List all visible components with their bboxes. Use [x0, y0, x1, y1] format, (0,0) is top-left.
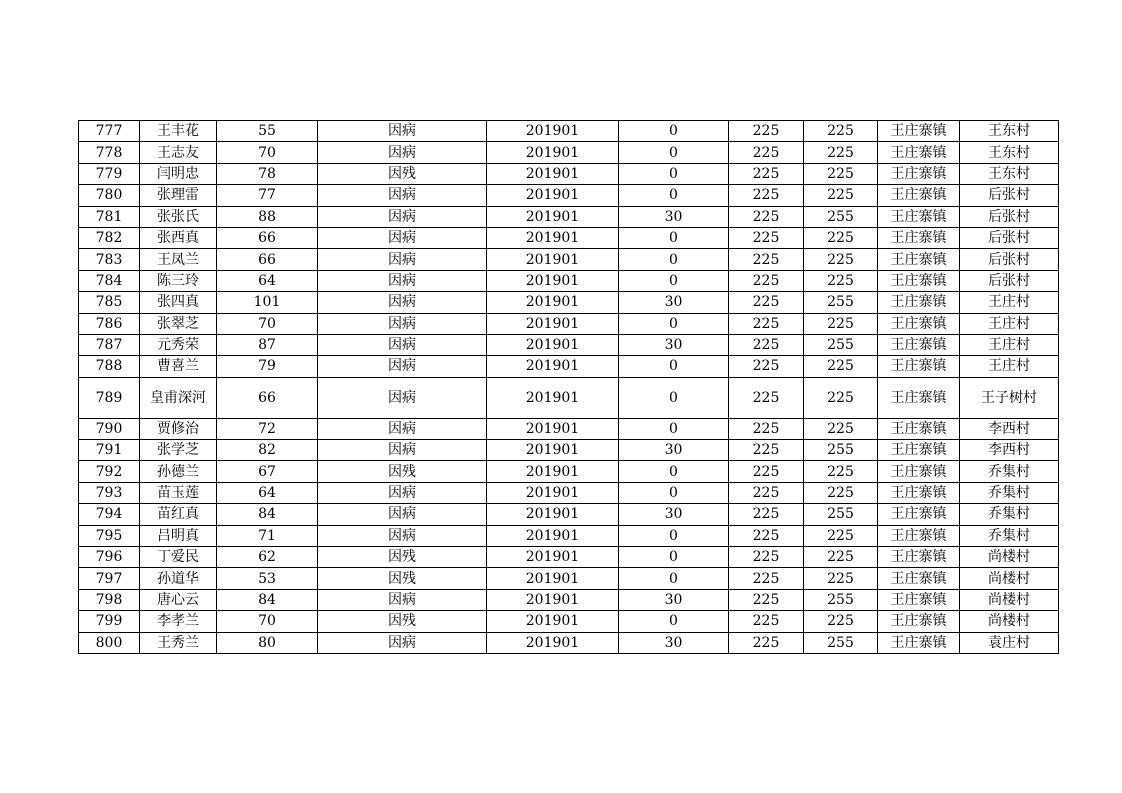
- cell-seq: 793: [79, 482, 140, 503]
- table-row: [79, 632, 1059, 653]
- cell-base: 225: [729, 334, 804, 355]
- cell-extra: 0: [619, 547, 729, 568]
- cell-extra: 0: [619, 163, 729, 184]
- cell-town: 王庄寨镇: [878, 589, 960, 610]
- cell-name: 张学芝: [140, 440, 217, 461]
- cell-reason: 因病: [318, 313, 487, 334]
- cell-age: 87: [217, 334, 318, 355]
- cell-town: 王庄寨镇: [878, 206, 960, 227]
- cell-total: 255: [804, 440, 878, 461]
- cell-age: 77: [217, 185, 318, 206]
- cell-start-month: 201901: [487, 249, 619, 270]
- cell-seq: 797: [79, 568, 140, 589]
- cell-seq: 783: [79, 249, 140, 270]
- cell-village: 尚楼村: [960, 568, 1059, 589]
- cell-start-month: 201901: [487, 227, 619, 248]
- cell-reason: 因病: [318, 632, 487, 653]
- cell-base: 225: [729, 589, 804, 610]
- cell-start-month: 201901: [487, 121, 619, 142]
- table-row: [79, 482, 1059, 503]
- cell-start-month: 201901: [487, 313, 619, 334]
- cell-age: 84: [217, 589, 318, 610]
- cell-age: 53: [217, 568, 318, 589]
- cell-age: 88: [217, 206, 318, 227]
- cell-base: 225: [729, 547, 804, 568]
- cell-town: 王庄寨镇: [878, 482, 960, 503]
- cell-name: 张翠芝: [140, 313, 217, 334]
- cell-extra: 0: [619, 377, 729, 418]
- cell-total: 225: [804, 356, 878, 377]
- table-row: [79, 525, 1059, 546]
- cell-start-month: 201901: [487, 525, 619, 546]
- cell-name: 张四真: [140, 292, 217, 313]
- cell-base: 225: [729, 227, 804, 248]
- cell-start-month: 201901: [487, 547, 619, 568]
- cell-base: 225: [729, 185, 804, 206]
- cell-town: 王庄寨镇: [878, 227, 960, 248]
- table-row: [79, 504, 1059, 525]
- cell-total: 255: [804, 206, 878, 227]
- table-row: [79, 185, 1059, 206]
- cell-extra: 30: [619, 632, 729, 653]
- cell-reason: 因病: [318, 377, 487, 418]
- cell-seq: 777: [79, 121, 140, 142]
- table-row: [79, 142, 1059, 163]
- cell-age: 64: [217, 482, 318, 503]
- cell-village: 尚楼村: [960, 547, 1059, 568]
- cell-total: 225: [804, 249, 878, 270]
- cell-seq: 794: [79, 504, 140, 525]
- cell-base: 225: [729, 461, 804, 482]
- cell-name: 皇甫深河: [140, 377, 217, 418]
- cell-village: 王东村: [960, 121, 1059, 142]
- cell-town: 王庄寨镇: [878, 121, 960, 142]
- table-row: [79, 377, 1059, 418]
- table-body: [79, 121, 1059, 654]
- cell-extra: 0: [619, 142, 729, 163]
- cell-extra: 30: [619, 206, 729, 227]
- cell-name: 孙德兰: [140, 461, 217, 482]
- cell-age: 79: [217, 356, 318, 377]
- table-row: [79, 121, 1059, 142]
- cell-town: 王庄寨镇: [878, 313, 960, 334]
- table-row: [79, 292, 1059, 313]
- cell-town: 王庄寨镇: [878, 356, 960, 377]
- cell-age: 64: [217, 270, 318, 291]
- cell-age: 55: [217, 121, 318, 142]
- table-row: [79, 334, 1059, 355]
- cell-name: 张理雷: [140, 185, 217, 206]
- cell-seq: 790: [79, 418, 140, 439]
- cell-reason: 因病: [318, 356, 487, 377]
- table-row: [79, 461, 1059, 482]
- cell-town: 王庄寨镇: [878, 249, 960, 270]
- cell-reason: 因残: [318, 568, 487, 589]
- cell-extra: 0: [619, 249, 729, 270]
- cell-reason: 因残: [318, 163, 487, 184]
- cell-base: 225: [729, 525, 804, 546]
- table-row: [79, 568, 1059, 589]
- cell-town: 王庄寨镇: [878, 547, 960, 568]
- cell-base: 225: [729, 440, 804, 461]
- cell-seq: 788: [79, 356, 140, 377]
- cell-town: 王庄寨镇: [878, 504, 960, 525]
- cell-name: 元秀荣: [140, 334, 217, 355]
- cell-town: 王庄寨镇: [878, 568, 960, 589]
- table-row: [79, 589, 1059, 610]
- cell-town: 王庄寨镇: [878, 461, 960, 482]
- cell-start-month: 201901: [487, 292, 619, 313]
- table-row: [79, 313, 1059, 334]
- cell-village: 王庄村: [960, 292, 1059, 313]
- cell-extra: 30: [619, 334, 729, 355]
- cell-name: 丁爱民: [140, 547, 217, 568]
- table-row: [79, 440, 1059, 461]
- cell-village: 尚楼村: [960, 611, 1059, 632]
- cell-village: 乔集村: [960, 525, 1059, 546]
- cell-base: 225: [729, 356, 804, 377]
- cell-seq: 784: [79, 270, 140, 291]
- cell-extra: 0: [619, 227, 729, 248]
- cell-base: 225: [729, 377, 804, 418]
- cell-town: 王庄寨镇: [878, 440, 960, 461]
- cell-age: 70: [217, 611, 318, 632]
- cell-town: 王庄寨镇: [878, 418, 960, 439]
- cell-village: 王东村: [960, 142, 1059, 163]
- table-row: [79, 418, 1059, 439]
- cell-seq: 800: [79, 632, 140, 653]
- cell-base: 225: [729, 632, 804, 653]
- cell-reason: 因病: [318, 206, 487, 227]
- cell-extra: 0: [619, 185, 729, 206]
- cell-name: 张西真: [140, 227, 217, 248]
- cell-age: 82: [217, 440, 318, 461]
- cell-age: 67: [217, 461, 318, 482]
- cell-town: 王庄寨镇: [878, 163, 960, 184]
- cell-village: 后张村: [960, 185, 1059, 206]
- cell-seq: 778: [79, 142, 140, 163]
- cell-seq: 787: [79, 334, 140, 355]
- cell-start-month: 201901: [487, 632, 619, 653]
- cell-reason: 因病: [318, 121, 487, 142]
- cell-total: 225: [804, 611, 878, 632]
- cell-village: 后张村: [960, 270, 1059, 291]
- cell-reason: 因病: [318, 589, 487, 610]
- cell-base: 225: [729, 482, 804, 503]
- cell-village: 李西村: [960, 418, 1059, 439]
- cell-reason: 因病: [318, 292, 487, 313]
- cell-total: 225: [804, 142, 878, 163]
- cell-total: 225: [804, 547, 878, 568]
- cell-extra: 30: [619, 292, 729, 313]
- cell-town: 王庄寨镇: [878, 525, 960, 546]
- cell-reason: 因病: [318, 525, 487, 546]
- cell-extra: 0: [619, 568, 729, 589]
- cell-start-month: 201901: [487, 163, 619, 184]
- cell-village: 乔集村: [960, 504, 1059, 525]
- cell-total: 225: [804, 185, 878, 206]
- cell-seq: 785: [79, 292, 140, 313]
- cell-village: 乔集村: [960, 482, 1059, 503]
- cell-reason: 因病: [318, 504, 487, 525]
- cell-village: 后张村: [960, 206, 1059, 227]
- cell-name: 吕明真: [140, 525, 217, 546]
- cell-extra: 0: [619, 121, 729, 142]
- cell-seq: 789: [79, 377, 140, 418]
- cell-town: 王庄寨镇: [878, 334, 960, 355]
- cell-name: 张张氏: [140, 206, 217, 227]
- cell-base: 225: [729, 163, 804, 184]
- cell-age: 72: [217, 418, 318, 439]
- cell-total: 255: [804, 334, 878, 355]
- cell-age: 66: [217, 249, 318, 270]
- cell-reason: 因病: [318, 270, 487, 291]
- cell-extra: 0: [619, 313, 729, 334]
- cell-village: 乔集村: [960, 461, 1059, 482]
- cell-name: 贾修治: [140, 418, 217, 439]
- records-table: [78, 120, 1059, 654]
- cell-name: 王志友: [140, 142, 217, 163]
- cell-age: 66: [217, 227, 318, 248]
- cell-total: 225: [804, 525, 878, 546]
- cell-reason: 因病: [318, 334, 487, 355]
- cell-start-month: 201901: [487, 185, 619, 206]
- cell-base: 225: [729, 142, 804, 163]
- cell-name: 王凤兰: [140, 249, 217, 270]
- cell-village: 王庄村: [960, 334, 1059, 355]
- cell-seq: 799: [79, 611, 140, 632]
- cell-extra: 30: [619, 589, 729, 610]
- cell-village: 后张村: [960, 249, 1059, 270]
- cell-village: 李西村: [960, 440, 1059, 461]
- cell-total: 225: [804, 482, 878, 503]
- cell-start-month: 201901: [487, 206, 619, 227]
- cell-extra: 0: [619, 611, 729, 632]
- table-row: [79, 249, 1059, 270]
- cell-start-month: 201901: [487, 504, 619, 525]
- cell-base: 225: [729, 270, 804, 291]
- cell-base: 225: [729, 121, 804, 142]
- cell-seq: 786: [79, 313, 140, 334]
- cell-extra: 0: [619, 461, 729, 482]
- cell-reason: 因病: [318, 185, 487, 206]
- cell-age: 84: [217, 504, 318, 525]
- cell-extra: 0: [619, 525, 729, 546]
- cell-reason: 因病: [318, 249, 487, 270]
- cell-village: 王庄村: [960, 356, 1059, 377]
- cell-town: 王庄寨镇: [878, 292, 960, 313]
- cell-seq: 791: [79, 440, 140, 461]
- cell-age: 71: [217, 525, 318, 546]
- cell-age: 70: [217, 142, 318, 163]
- cell-name: 孙道华: [140, 568, 217, 589]
- cell-total: 255: [804, 589, 878, 610]
- cell-town: 王庄寨镇: [878, 185, 960, 206]
- table-row: [79, 227, 1059, 248]
- cell-total: 255: [804, 504, 878, 525]
- cell-seq: 781: [79, 206, 140, 227]
- cell-base: 225: [729, 249, 804, 270]
- cell-total: 225: [804, 270, 878, 291]
- cell-reason: 因病: [318, 482, 487, 503]
- cell-name: 陈三玲: [140, 270, 217, 291]
- cell-age: 62: [217, 547, 318, 568]
- table-row: [79, 270, 1059, 291]
- cell-start-month: 201901: [487, 356, 619, 377]
- cell-start-month: 201901: [487, 440, 619, 461]
- cell-town: 王庄寨镇: [878, 142, 960, 163]
- cell-extra: 0: [619, 356, 729, 377]
- cell-start-month: 201901: [487, 334, 619, 355]
- cell-village: 王东村: [960, 163, 1059, 184]
- cell-extra: 0: [619, 270, 729, 291]
- cell-start-month: 201901: [487, 461, 619, 482]
- cell-base: 225: [729, 611, 804, 632]
- cell-total: 225: [804, 313, 878, 334]
- table-row: [79, 356, 1059, 377]
- cell-seq: 792: [79, 461, 140, 482]
- cell-town: 王庄寨镇: [878, 632, 960, 653]
- cell-start-month: 201901: [487, 482, 619, 503]
- cell-age: 66: [217, 377, 318, 418]
- cell-total: 225: [804, 163, 878, 184]
- cell-base: 225: [729, 313, 804, 334]
- cell-start-month: 201901: [487, 589, 619, 610]
- cell-seq: 780: [79, 185, 140, 206]
- cell-reason: 因病: [318, 227, 487, 248]
- cell-age: 80: [217, 632, 318, 653]
- cell-reason: 因残: [318, 461, 487, 482]
- cell-extra: 30: [619, 504, 729, 525]
- cell-reason: 因残: [318, 547, 487, 568]
- cell-base: 225: [729, 418, 804, 439]
- cell-town: 王庄寨镇: [878, 270, 960, 291]
- table-row: [79, 547, 1059, 568]
- table-row: [79, 163, 1059, 184]
- cell-village: 尚楼村: [960, 589, 1059, 610]
- cell-start-month: 201901: [487, 418, 619, 439]
- cell-seq: 798: [79, 589, 140, 610]
- cell-name: 唐心云: [140, 589, 217, 610]
- cell-extra: 0: [619, 482, 729, 503]
- cell-name: 王秀兰: [140, 632, 217, 653]
- cell-total: 255: [804, 632, 878, 653]
- cell-base: 225: [729, 206, 804, 227]
- cell-seq: 795: [79, 525, 140, 546]
- cell-town: 王庄寨镇: [878, 611, 960, 632]
- table-row: [79, 611, 1059, 632]
- cell-village: 王庄村: [960, 313, 1059, 334]
- cell-seq: 782: [79, 227, 140, 248]
- cell-seq: 779: [79, 163, 140, 184]
- cell-village: 后张村: [960, 227, 1059, 248]
- cell-name: 王丰花: [140, 121, 217, 142]
- cell-name: 李孝兰: [140, 611, 217, 632]
- cell-age: 70: [217, 313, 318, 334]
- cell-village: 王子树村: [960, 377, 1059, 418]
- cell-total: 225: [804, 377, 878, 418]
- cell-reason: 因病: [318, 440, 487, 461]
- cell-age: 101: [217, 292, 318, 313]
- cell-total: 225: [804, 227, 878, 248]
- cell-start-month: 201901: [487, 377, 619, 418]
- cell-total: 225: [804, 461, 878, 482]
- cell-total: 225: [804, 568, 878, 589]
- cell-start-month: 201901: [487, 270, 619, 291]
- cell-name: 曹喜兰: [140, 356, 217, 377]
- cell-reason: 因残: [318, 611, 487, 632]
- cell-name: 闫明忠: [140, 163, 217, 184]
- cell-total: 225: [804, 418, 878, 439]
- cell-town: 王庄寨镇: [878, 377, 960, 418]
- cell-village: 袁庄村: [960, 632, 1059, 653]
- cell-name: 苗红真: [140, 504, 217, 525]
- cell-base: 225: [729, 504, 804, 525]
- cell-name: 苗玉莲: [140, 482, 217, 503]
- cell-start-month: 201901: [487, 568, 619, 589]
- cell-extra: 30: [619, 440, 729, 461]
- cell-reason: 因病: [318, 418, 487, 439]
- cell-extra: 0: [619, 418, 729, 439]
- table-row: [79, 206, 1059, 227]
- cell-base: 225: [729, 568, 804, 589]
- cell-age: 78: [217, 163, 318, 184]
- cell-base: 225: [729, 292, 804, 313]
- cell-total: 255: [804, 292, 878, 313]
- cell-start-month: 201901: [487, 611, 619, 632]
- cell-reason: 因病: [318, 142, 487, 163]
- cell-seq: 796: [79, 547, 140, 568]
- cell-start-month: 201901: [487, 142, 619, 163]
- cell-total: 225: [804, 121, 878, 142]
